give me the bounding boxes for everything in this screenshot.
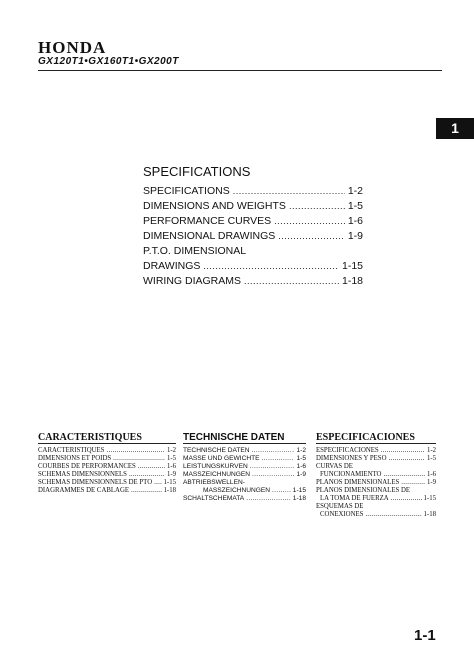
leader-dots <box>131 487 162 495</box>
leader-dots <box>389 455 425 463</box>
leader-dots <box>106 447 164 455</box>
item-page: 1-18 <box>163 487 176 494</box>
list-item <box>183 463 306 471</box>
item-page: 1-15 <box>163 479 176 486</box>
list-item <box>316 471 436 479</box>
page-number: 1-1 <box>414 627 436 644</box>
item-label: LEISTUNGSKURVEN <box>183 463 248 470</box>
item-label: DIAGRAMMES DE CABLAGE <box>38 487 130 494</box>
toc-label: DIMENSIONS AND WEIGHTS <box>143 200 286 212</box>
item-page: 1-9 <box>166 471 176 478</box>
leader-dots <box>154 479 161 487</box>
item-label-line1: ABTRIEBSWELLEN- <box>183 479 245 486</box>
leader-dots <box>274 214 345 229</box>
toc-page: 1-5 <box>347 200 363 212</box>
item-label: CARACTERISTIQUES <box>38 447 105 454</box>
leader-dots <box>391 495 422 503</box>
list-item <box>38 479 176 487</box>
item-page: 1-5 <box>166 455 176 462</box>
list-item <box>38 463 176 471</box>
item-label: FUNCIONAMIENTO <box>320 471 382 478</box>
item-page: 1-6 <box>426 471 436 478</box>
leader-dots <box>289 199 345 214</box>
item-page: 1-18 <box>423 511 436 518</box>
leader-dots <box>203 259 339 274</box>
toc-label: SPECIFICATIONS <box>143 185 230 197</box>
toc-entry <box>143 229 363 244</box>
list-item <box>38 455 176 463</box>
list-item <box>316 455 436 463</box>
toc-page: 1-15 <box>341 260 363 272</box>
list-item <box>183 487 306 495</box>
list-item <box>316 479 436 487</box>
leader-dots <box>233 184 345 199</box>
item-label: LA TOMA DE FUERZA <box>320 495 389 502</box>
toc-entry <box>143 199 363 214</box>
item-page: 1-6 <box>166 463 176 470</box>
leader-dots <box>244 274 339 289</box>
list-item <box>183 447 306 455</box>
toc-label-line1: P.T.O. DIMENSIONAL <box>143 245 247 257</box>
item-page: 1-18 <box>292 495 306 502</box>
toc-german <box>183 434 306 503</box>
item-page: 1-2 <box>166 447 176 454</box>
list-item <box>316 447 436 455</box>
toc-entry <box>143 184 363 199</box>
toc-english <box>143 184 363 289</box>
leader-dots <box>365 511 421 519</box>
german-title: TECHNISCHE DATEN <box>183 434 306 444</box>
toc-entry <box>143 274 363 289</box>
list-item <box>38 487 176 495</box>
toc-page: 1-6 <box>347 215 363 227</box>
toc-spanish <box>316 434 436 519</box>
toc-label: PERFORMANCE CURVES <box>143 215 272 227</box>
model-line: GX120T1•GX160T1•GX200T <box>38 56 179 67</box>
item-label-line1: CURVAS DE <box>316 463 353 470</box>
chapter-tab: 1 <box>436 118 474 139</box>
list-item <box>183 471 306 479</box>
item-page: 1-15 <box>423 495 436 502</box>
item-page: 1-15 <box>292 487 306 494</box>
french-title: CARACTERISTIQUES <box>38 434 176 444</box>
item-page: 1-5 <box>426 455 436 462</box>
item-label: PLANOS DIMENSIONALES <box>316 479 400 486</box>
list-item <box>38 447 176 455</box>
list-item <box>316 495 436 503</box>
item-label: COURBES DE PERFORMANCES <box>38 463 136 470</box>
item-label: MASSE UND GEWICHTE <box>183 455 260 462</box>
item-label: DIMENSIONES Y PESO <box>316 455 387 462</box>
toc-page: 1-2 <box>347 185 363 197</box>
toc-label: DRAWINGS <box>143 260 201 272</box>
item-page: 1-5 <box>296 455 306 462</box>
item-label: SCHEMAS DIMENSIONNELS <box>38 471 127 478</box>
list-item <box>38 471 176 479</box>
header-divider <box>38 70 442 71</box>
toc-label: WIRING DIAGRAMS <box>143 275 242 287</box>
item-label: MASSZEICHNUNGEN <box>183 471 251 478</box>
list-item <box>316 511 436 519</box>
leader-dots <box>383 471 425 479</box>
toc-french <box>38 434 176 495</box>
item-label: MASSZEICHNUNGEN <box>203 487 271 494</box>
leader-dots <box>250 463 295 471</box>
item-label: CONEXIONES <box>320 511 364 518</box>
leader-dots <box>262 455 295 463</box>
toc-entry <box>143 259 363 274</box>
item-page: 1-2 <box>426 447 436 454</box>
section-title: SPECIFICATIONS <box>143 164 251 179</box>
item-label: DIMENSIONS ET POIDS <box>38 455 112 462</box>
item-page: 1-6 <box>296 463 306 470</box>
item-page: 1-2 <box>296 447 306 454</box>
leader-dots <box>401 479 425 487</box>
item-label-line1: ESQUEMAS DE <box>316 503 364 510</box>
leader-dots <box>138 463 165 471</box>
list-item <box>183 455 306 463</box>
toc-page: 1-18 <box>341 275 363 287</box>
item-label: SCHALTSCHEMATA <box>183 495 245 502</box>
leader-dots <box>252 447 295 455</box>
leader-dots <box>278 229 345 244</box>
item-label-line1: PLANOS DIMENSIONALES DE <box>316 487 411 494</box>
leader-dots <box>246 495 291 503</box>
toc-entry <box>143 214 363 229</box>
item-label: TECHNISCHE DATEN <box>183 447 250 454</box>
item-label: ESPECIFICACIONES <box>316 447 379 454</box>
leader-dots <box>129 471 165 479</box>
item-label: SCHEMAS DIMENSIONNELS DE PTO <box>38 479 153 486</box>
toc-page: 1-9 <box>347 230 363 242</box>
leader-dots <box>252 471 294 479</box>
leader-dots <box>272 487 291 495</box>
honda-logo: HONDA <box>38 38 107 57</box>
item-page: 1-9 <box>296 471 306 478</box>
leader-dots <box>113 455 165 463</box>
leader-dots <box>381 447 425 455</box>
item-page: 1-9 <box>426 479 436 486</box>
spanish-title: ESPECIFICACIONES <box>316 434 436 444</box>
toc-label: DIMENSIONAL DRAWINGS <box>143 230 276 242</box>
list-item <box>183 495 306 503</box>
